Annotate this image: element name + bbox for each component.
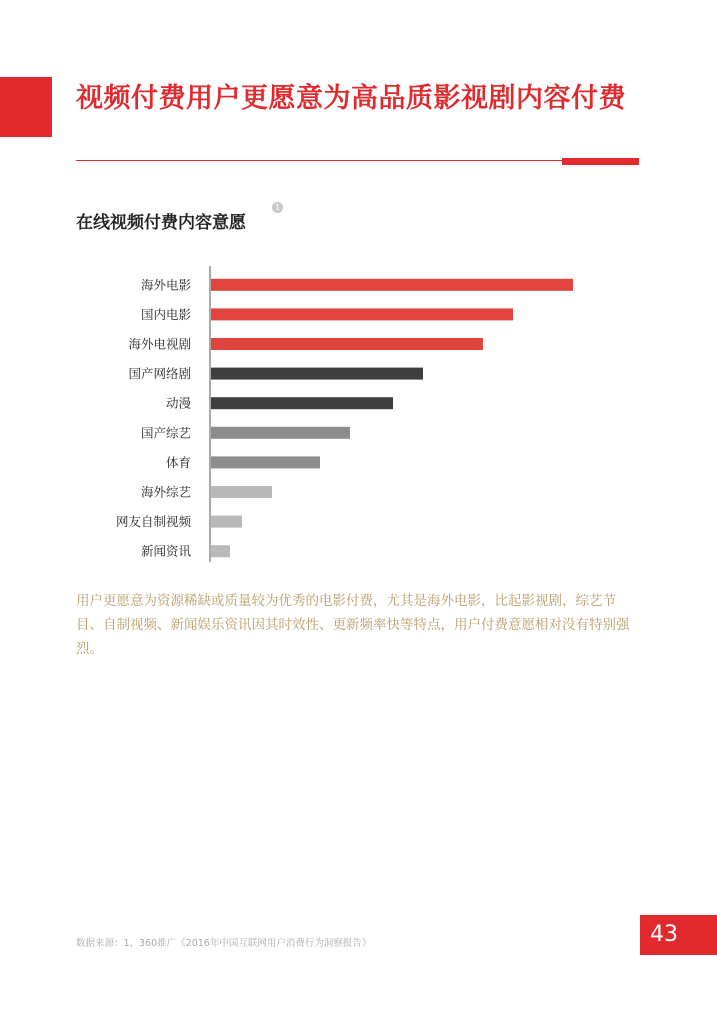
title-divider xyxy=(76,160,564,161)
category-label: 海外电视剧 xyxy=(128,336,191,352)
bar xyxy=(211,279,573,291)
category-label: 国内电影 xyxy=(140,306,191,322)
bar xyxy=(211,368,423,380)
footnote-marker: 1 xyxy=(272,202,283,213)
data-source-note: 数据来源：1、360推广《2016年中国互联网用户消费行为洞察报告》 xyxy=(76,938,372,949)
bar xyxy=(211,545,230,557)
bar xyxy=(211,308,513,320)
bar-chart xyxy=(0,262,717,562)
category-label: 网友自制视频 xyxy=(115,514,191,530)
page-title: 视频付费用户更愿意为高品质影视剧内容付费 xyxy=(76,83,626,114)
title-divider-accent xyxy=(562,158,639,165)
bar xyxy=(211,456,320,468)
category-label: 动漫 xyxy=(165,395,191,411)
bar xyxy=(211,427,350,439)
accent-block xyxy=(0,77,52,137)
bar xyxy=(211,516,242,528)
category-label: 国产网络剧 xyxy=(128,366,191,382)
category-label: 国产综艺 xyxy=(140,425,191,441)
category-label: 新闻资讯 xyxy=(140,543,191,559)
category-label: 体育 xyxy=(165,454,191,470)
bar xyxy=(211,397,393,409)
bar xyxy=(211,338,483,350)
category-label: 海外电影 xyxy=(140,277,191,293)
chart-description: 用户更愿意为资源稀缺或质量较为优秀的电影付费，尤其是海外电影，比起影视剧，综艺节目、自制视频、新闻娱乐资讯因其时效性、更新频率快等特点，用户付费意愿相对没有特别强烈。 xyxy=(76,593,630,657)
category-label: 海外综艺 xyxy=(140,484,191,500)
page-number: 43 xyxy=(640,915,717,955)
chart-title: 在线视频付费内容意愿 xyxy=(76,213,246,233)
bar xyxy=(211,486,272,498)
